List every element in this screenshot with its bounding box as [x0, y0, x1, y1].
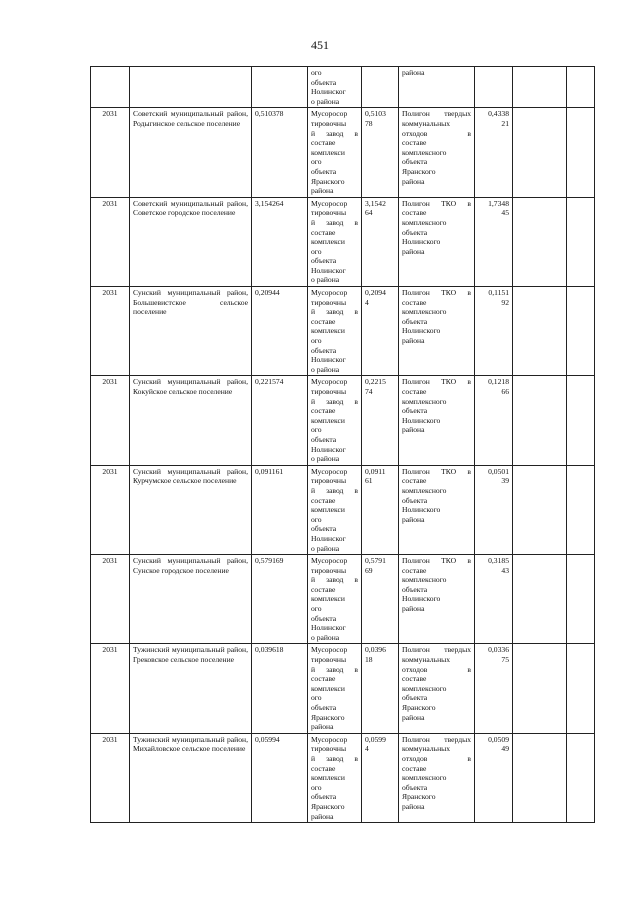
cell-plant: Мусоросор тировочны й завод в составе комплекси ого объекта Яранского района	[308, 108, 362, 197]
cell-empty-2	[567, 376, 595, 465]
cell-year: 2031	[91, 287, 130, 376]
table-row	[91, 644, 595, 733]
cell-empty-2	[567, 555, 595, 644]
cell-volume-2: 0,2094 4	[362, 287, 399, 376]
landfill-allocation-table	[90, 66, 595, 823]
cell-year: 2031	[91, 644, 130, 733]
cell-empty-1	[513, 108, 567, 197]
cell-landfill: Полигон ТКО в составе комплексного объекта Нолинского района	[399, 555, 475, 644]
cell-landfill: Полигон ТКО в составе комплексного объекта Нолинского района	[399, 376, 475, 465]
cell-year: 2031	[91, 555, 130, 644]
table-row	[91, 197, 595, 286]
cell-landfill: Полигон твердых коммунальных отходов в составе комплексного объекта Яранского района	[399, 644, 475, 733]
cell-volume-1: 3,154264	[252, 197, 308, 286]
cell-volume-2	[362, 67, 399, 108]
cell-empty-2	[567, 67, 595, 108]
cell-empty-1	[513, 733, 567, 822]
cell-empty-1	[513, 197, 567, 286]
cell-volume-1: 0,05994	[252, 733, 308, 822]
cell-plant: ого объекта Нолинског о района	[308, 67, 362, 108]
cell-empty-2	[567, 733, 595, 822]
cell-volume-3: 0,0509 49	[475, 733, 513, 822]
cell-empty-2	[567, 287, 595, 376]
cell-municipality: Сунский муниципальный район, Курчумское сельское поселение	[130, 465, 252, 554]
table-row-continued	[91, 67, 595, 108]
cell-municipality: Тужинский муниципальный район, Михайловское сельское поселение	[130, 733, 252, 822]
cell-volume-2: 0,0396 18	[362, 644, 399, 733]
cell-volume-1	[252, 67, 308, 108]
cell-landfill: Полигон ТКО в составе комплексного объекта Нолинского района	[399, 287, 475, 376]
cell-landfill: Полигон твердых коммунальных отходов в составе комплексного объекта Яранского района	[399, 733, 475, 822]
table-row	[91, 376, 595, 465]
cell-year: 2031	[91, 376, 130, 465]
cell-volume-2: 3,1542 64	[362, 197, 399, 286]
cell-empty-2	[567, 465, 595, 554]
cell-volume-1: 0,091161	[252, 465, 308, 554]
cell-empty-1	[513, 465, 567, 554]
cell-volume-3: 0,1151 92	[475, 287, 513, 376]
cell-year: 2031	[91, 733, 130, 822]
cell-volume-2: 0,5791 69	[362, 555, 399, 644]
cell-landfill: Полигон твердых коммунальных отходов в составе комплексного объекта Яранского района	[399, 108, 475, 197]
table-row	[91, 733, 595, 822]
cell-empty-2	[567, 197, 595, 286]
cell-volume-3: 0,0501 39	[475, 465, 513, 554]
table-row	[91, 555, 595, 644]
cell-municipality: Сунский муниципальный район, Сунское городское поселение	[130, 555, 252, 644]
cell-volume-3: 1,7348 45	[475, 197, 513, 286]
cell-municipality: Советский муниципальный район, Советское городское поселение	[130, 197, 252, 286]
cell-volume-3: 0,3185 43	[475, 555, 513, 644]
cell-empty-2	[567, 644, 595, 733]
cell-year: 2031	[91, 108, 130, 197]
cell-year	[91, 67, 130, 108]
table-row	[91, 108, 595, 197]
cell-empty-2	[567, 108, 595, 197]
cell-empty-1	[513, 67, 567, 108]
cell-landfill: района	[399, 67, 475, 108]
cell-municipality: Сунский муниципальный район, Большевистское сельское поселение	[130, 287, 252, 376]
page-number: 451	[311, 38, 329, 52]
cell-volume-1: 0,221574	[252, 376, 308, 465]
cell-landfill: Полигон ТКО в составе комплексного объекта Нолинского района	[399, 197, 475, 286]
cell-volume-2: 0,5103 78	[362, 108, 399, 197]
cell-volume-1: 0,20944	[252, 287, 308, 376]
cell-volume-2: 0,0911 61	[362, 465, 399, 554]
cell-municipality: Тужинский муниципальный район, Грековское сельское поселение	[130, 644, 252, 733]
cell-plant: Мусоросор тировочны й завод в составе комплекси ого объекта Яранского района	[308, 644, 362, 733]
cell-volume-2: 0,2215 74	[362, 376, 399, 465]
cell-volume-3: 0,0336 75	[475, 644, 513, 733]
cell-volume-1: 0,039618	[252, 644, 308, 733]
cell-municipality: Сунский муниципальный район, Кокуйское сельское поселение	[130, 376, 252, 465]
cell-plant: Мусоросор тировочны й завод в составе комплекси ого объекта Нолинског о района	[308, 465, 362, 554]
table-row	[91, 465, 595, 554]
cell-landfill: Полигон ТКО в составе комплексного объекта Нолинского района	[399, 465, 475, 554]
cell-municipality	[130, 67, 252, 108]
cell-volume-3: 0,4338 21	[475, 108, 513, 197]
cell-volume-1: 0,579169	[252, 555, 308, 644]
cell-plant: Мусоросор тировочны й завод в составе комплекси ого объекта Нолинског о района	[308, 287, 362, 376]
cell-year: 2031	[91, 197, 130, 286]
cell-volume-2: 0,0599 4	[362, 733, 399, 822]
table-row	[91, 287, 595, 376]
cell-empty-1	[513, 555, 567, 644]
cell-municipality: Советский муниципальный район, Родыгинское сельское поселение	[130, 108, 252, 197]
cell-empty-1	[513, 376, 567, 465]
cell-volume-1: 0,510378	[252, 108, 308, 197]
cell-plant: Мусоросор тировочны й завод в составе комплекси ого объекта Яранского района	[308, 733, 362, 822]
cell-plant: Мусоросор тировочны й завод в составе комплекси ого объекта Нолинског о района	[308, 197, 362, 286]
cell-empty-1	[513, 287, 567, 376]
cell-plant: Мусоросор тировочны й завод в составе комплекси ого объекта Нолинског о района	[308, 555, 362, 644]
cell-year: 2031	[91, 465, 130, 554]
table-body	[91, 67, 595, 823]
cell-volume-3: 0,1218 66	[475, 376, 513, 465]
cell-volume-3	[475, 67, 513, 108]
cell-empty-1	[513, 644, 567, 733]
cell-plant: Мусоросор тировочны й завод в составе комплекси ого объекта Нолинског о района	[308, 376, 362, 465]
